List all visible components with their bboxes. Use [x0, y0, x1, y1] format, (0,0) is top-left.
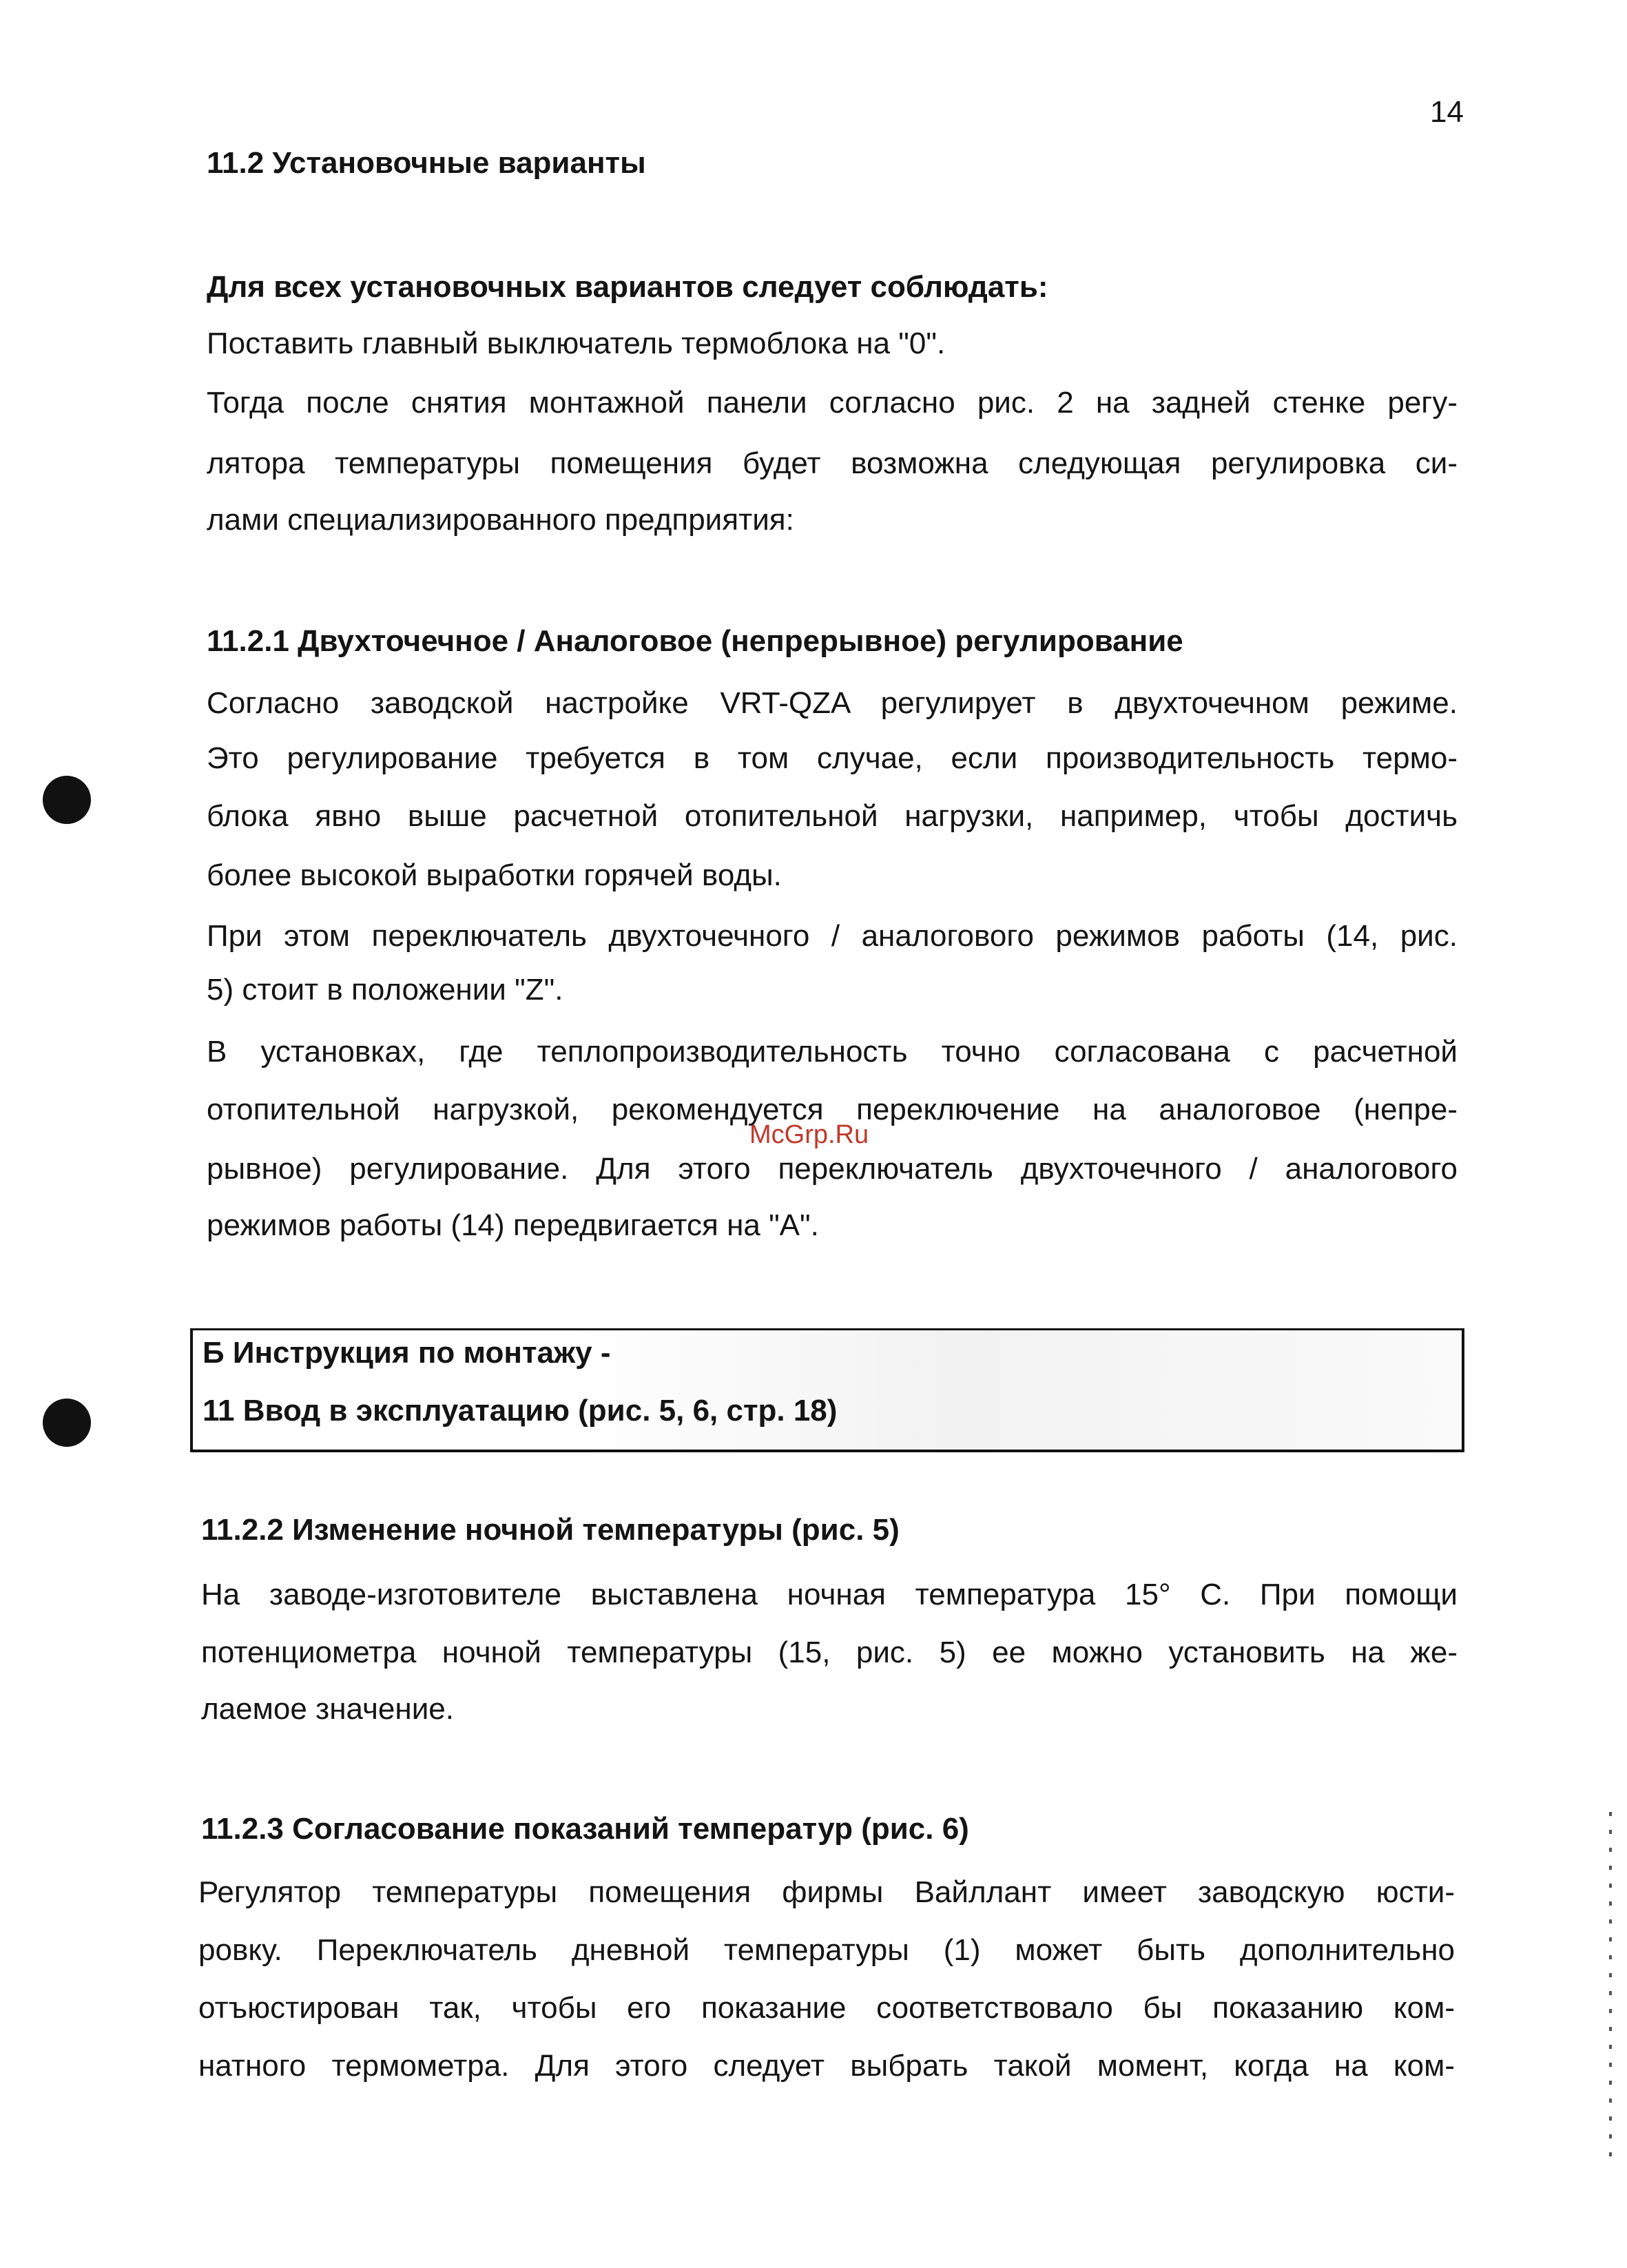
watermark: McGrp.Ru — [749, 1120, 869, 1149]
section-11-2-1-line: отопительной нагрузкой, рекомендуется переключение на аналоговое (непре- — [207, 1093, 1458, 1126]
general-line: лами специализированного предприятия: — [207, 503, 794, 537]
page-number: 14 — [1430, 95, 1464, 129]
general-line: Поставить главный выключатель термоблока на "0". — [207, 327, 946, 360]
scan-edge-marks — [1609, 1812, 1612, 2156]
bullet-marker — [43, 1399, 91, 1447]
section-title: 11.2 Установочные варианты — [207, 146, 646, 180]
section-11-2-2-line: На заводе-изготовителе выставлена ночная температура 15° С. При помощи — [201, 1578, 1458, 1611]
section-11-2-3-line: Регулятор температуры помещения фирмы Вайллант имеет заводскую юсти- — [198, 1875, 1455, 1909]
section-11-2-3-line: ровку. Переключатель дневной температуры (1) может быть дополнительно — [198, 1933, 1455, 1967]
section-11-2-1-line: режимов работы (14) передвигается на "А". — [207, 1208, 819, 1242]
section-11-2-2-line: лаемое значение. — [201, 1692, 454, 1726]
reference-box-line-1: Б Инструкция по монтажу - — [203, 1336, 611, 1370]
general-line: лятора температуры помещения будет возможна следующая регулировка си- — [207, 446, 1458, 480]
section-11-2-1-line: Это регулирование требуется в том случае, если производительность термо- — [207, 741, 1458, 775]
section-11-2-3-line: натного термометра. Для этого следует выбрать такой момент, когда на ком- — [198, 2049, 1455, 2083]
section-11-2-1-line: более высокой выработки горячей воды. — [207, 858, 782, 892]
section-11-2-1-line: В установках, где теплопроизводительность точно согласована с расчетной — [207, 1035, 1458, 1069]
section-11-2-1-line: 5) стоит в положении "Z". — [207, 973, 563, 1007]
section-11-2-1-line: блока явно выше расчетной отопительной нагрузки, например, чтобы достичь — [207, 799, 1458, 833]
section-11-2-1-line: Согласно заводской настройке VRT-QZA регулирует в двухточечном режиме. — [207, 686, 1458, 720]
reference-box-line-2: 11 Ввод в эксплуатацию (рис. 5, 6, стр. 18) — [203, 1394, 838, 1427]
bullet-marker — [43, 776, 91, 824]
general-heading: Для всех установочных вариантов следует соблюдать: — [207, 270, 1048, 304]
general-line: Тогда после снятия монтажной панели согласно рис. 2 на задней стенке регу- — [207, 386, 1458, 420]
section-11-2-2-heading: 11.2.2 Изменение ночной температуры (рис. 5) — [201, 1513, 900, 1547]
section-11-2-1-heading: 11.2.1 Двухточечное / Аналоговое (непрерывное) регулирование — [207, 624, 1183, 658]
section-11-2-3-heading: 11.2.3 Согласование показаний температур (рис. 6) — [201, 1812, 969, 1846]
reference-box — [190, 1328, 1464, 1452]
section-11-2-1-line: рывное) регулирование. Для этого переключатель двухточечного / аналогового — [207, 1152, 1458, 1186]
section-11-2-2-line: потенциометра ночной температуры (15, рис. 5) ее можно установить на же- — [201, 1636, 1458, 1669]
section-11-2-3-line: отъюстирован так, чтобы его показание соответствовало бы показанию ком- — [198, 1991, 1455, 2025]
section-11-2-1-line: При этом переключатель двухточечного / аналогового режимов работы (14, рис. — [207, 919, 1458, 953]
